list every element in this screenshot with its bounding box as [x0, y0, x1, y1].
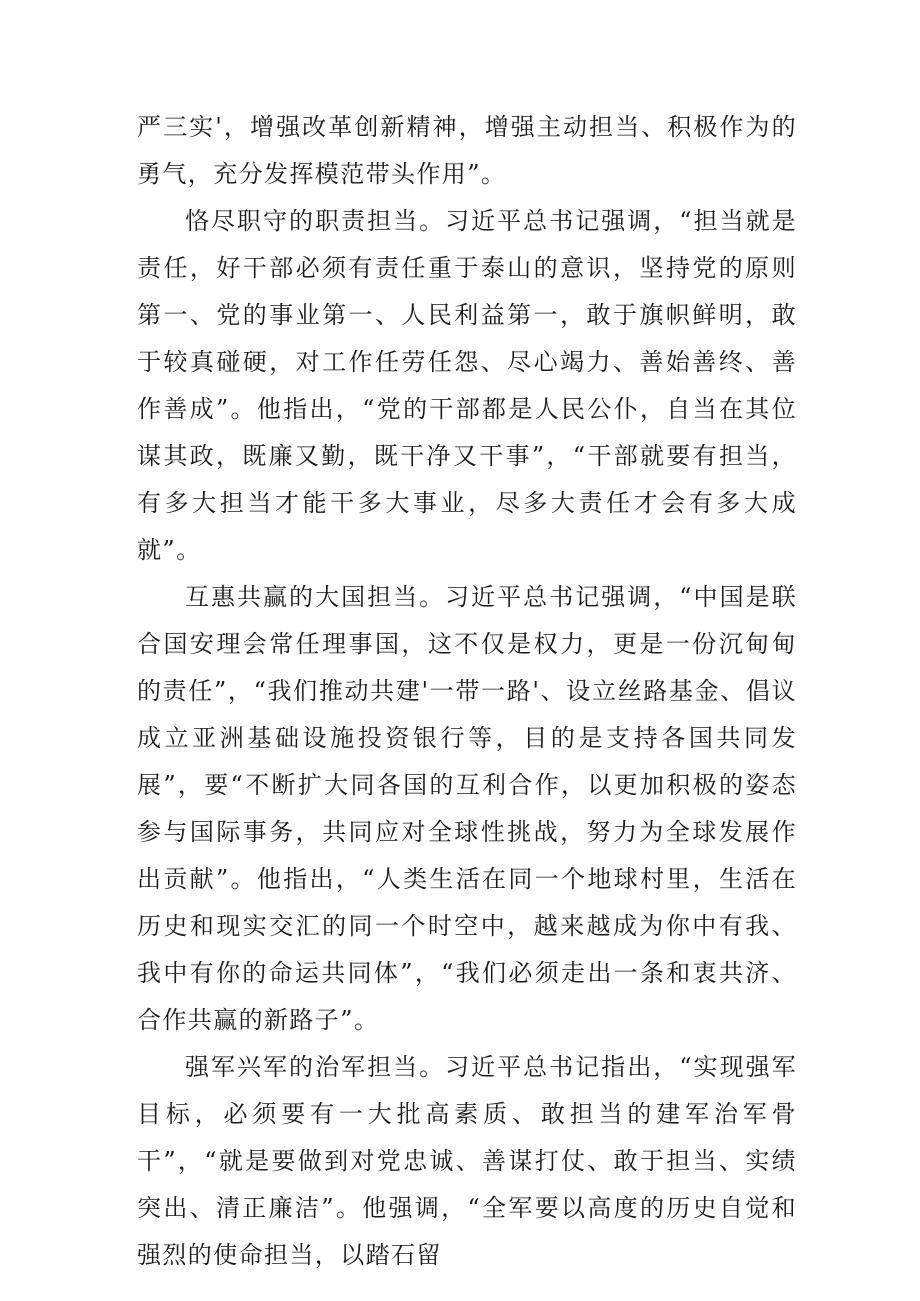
paragraph-duty-responsibility: 恪尽职守的职责担当。习近平总书记强调，“担当就是责任，好干部必须有责任重于泰山的意识，坚持党的原则第一、党的事业第一、人民利益第一，敢于旗帜鲜明，敢于较真碰硬，对工作任劳任怨、尽心竭力、善始善终、善作善成”。他指出，“党的干部都是人民公仆，自当在其位谋其政，既廉又勤，既干净又干事”，“干部就要有担当，有多大担当才能干多大事业，尽多大责任才会有多大成就”。: [137, 207, 797, 564]
document-body: [137, 104, 797, 1279]
paragraph-continuation: 严三实'，增强改革创新精神，增强主动担当、积极作为的勇气，充分发挥模范带头作用”。: [137, 113, 797, 188]
paragraph-major-country-responsibility: 互惠共赢的大国担当。习近平总书记强调，“中国是联合国安理会常任理事国，这不仅是权力，更是一份沉甸甸的责任”，“我们推动共建'一带一路'、设立丝路基金、倡议成立亚洲基础设施投资银行等，目的是支持各国共同发展”，要“不断扩大同各国的互利合作，以更加积极的姿态参与国际事务，共同应对全球性挑战，努力为全球发展作出贡献”。他指出，“人类生活在同一个地球村里，生活在历史和现实交汇的同一个时空中，越来越成为你中有我、我中有你的命运共同体”，“我们必须走出一条和衷共济、合作共赢的新路子”。: [137, 583, 797, 1034]
paragraph-military-responsibility: 强军兴军的治军担当。习近平总书记指出，“实现强军目标，必须要有一大批高素质、敢担当的建军治军骨干”，“就是要做到对党忠诚、善谋打仗、敢于担当、实绩突出、清正廉洁”。他强调，“全军要以高度的历史自觉和强烈的使命担当，以踏石留: [137, 1053, 797, 1269]
